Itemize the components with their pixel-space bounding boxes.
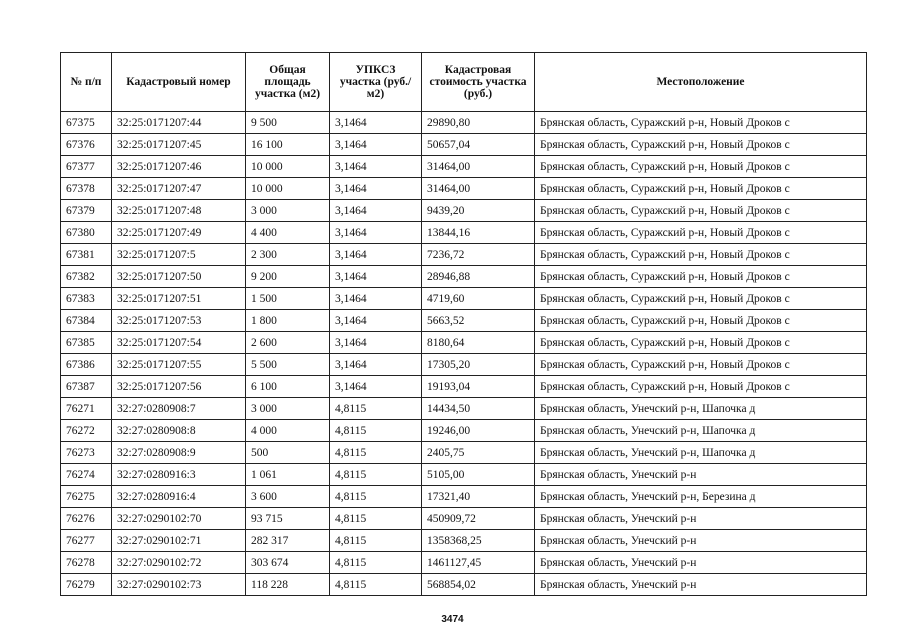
cell-cadastral-number: 32:25:0171207:48 [112,200,246,222]
cell-row-number: 67387 [61,376,112,398]
cell-upksz: 4,8115 [330,574,422,596]
cell-cadastral-number: 32:27:0290102:71 [112,530,246,552]
header-row-number: № п/п [61,53,112,112]
cell-row-number: 67376 [61,134,112,156]
table-row [61,288,867,310]
table-row [61,442,867,464]
cell-area: 1 061 [246,464,330,486]
cell-area: 10 000 [246,156,330,178]
cell-cadastral-number: 32:25:0171207:56 [112,376,246,398]
table-row [61,134,867,156]
table-row [61,486,867,508]
table-row [61,508,867,530]
cell-location: Брянская область, Унечский р-н [535,508,867,530]
cell-location: Брянская область, Суражский р-н, Новый Дроков с [535,222,867,244]
table-header-row [61,53,867,112]
cell-area: 9 500 [246,112,330,134]
cell-area: 6 100 [246,376,330,398]
cell-cadastral-number: 32:27:0280916:3 [112,464,246,486]
cell-upksz: 3,1464 [330,112,422,134]
table-body [61,112,867,596]
table-row [61,222,867,244]
cell-cadastral-number: 32:25:0171207:45 [112,134,246,156]
header-area: Общая площадь участка (м2) [246,53,330,112]
cell-area: 2 600 [246,332,330,354]
cell-row-number: 76277 [61,530,112,552]
cell-cadastral-number: 32:25:0171207:44 [112,112,246,134]
cell-cadastral-number: 32:25:0171207:51 [112,288,246,310]
cell-cadastral-value: 9439,20 [422,200,535,222]
cell-location: Брянская область, Суражский р-н, Новый Дроков с [535,112,867,134]
cell-cadastral-value: 14434,50 [422,398,535,420]
cell-cadastral-value: 4719,60 [422,288,535,310]
cell-upksz: 4,8115 [330,486,422,508]
cell-location: Брянская область, Унечский р-н, Шапочка д [535,442,867,464]
cell-cadastral-number: 32:27:0290102:70 [112,508,246,530]
cell-cadastral-number: 32:27:0290102:72 [112,552,246,574]
cell-area: 303 674 [246,552,330,574]
cell-upksz: 3,1464 [330,200,422,222]
cell-upksz: 4,8115 [330,464,422,486]
cell-location: Брянская область, Суражский р-н, Новый Дроков с [535,178,867,200]
cell-upksz: 4,8115 [330,420,422,442]
cell-area: 118 228 [246,574,330,596]
cell-upksz: 3,1464 [330,244,422,266]
table-row [61,420,867,442]
cell-upksz: 3,1464 [330,134,422,156]
header-cadastral-value: Кадастровая стоимость участка (руб.) [422,53,535,112]
cell-cadastral-value: 31464,00 [422,178,535,200]
cell-area: 3 000 [246,398,330,420]
cell-upksz: 3,1464 [330,266,422,288]
cell-row-number: 67386 [61,354,112,376]
cell-cadastral-value: 19246,00 [422,420,535,442]
cell-cadastral-number: 32:27:0290102:73 [112,574,246,596]
cell-cadastral-value: 17305,20 [422,354,535,376]
cell-location: Брянская область, Унечский р-н [535,552,867,574]
cell-location: Брянская область, Суражский р-н, Новый Дроков с [535,244,867,266]
table-row [61,332,867,354]
table-row [61,310,867,332]
cell-row-number: 76274 [61,464,112,486]
cell-area: 500 [246,442,330,464]
cell-location: Брянская область, Суражский р-н, Новый Дроков с [535,266,867,288]
cell-cadastral-value: 7236,72 [422,244,535,266]
table-row [61,112,867,134]
cell-row-number: 67384 [61,310,112,332]
header-location: Местоположение [535,53,867,112]
cell-cadastral-value: 5663,52 [422,310,535,332]
cell-location: Брянская область, Унечский р-н, Шапочка д [535,398,867,420]
cell-row-number: 67385 [61,332,112,354]
table-row [61,530,867,552]
cell-area: 282 317 [246,530,330,552]
cell-cadastral-value: 31464,00 [422,156,535,178]
cell-row-number: 76276 [61,508,112,530]
cell-cadastral-value: 5105,00 [422,464,535,486]
cell-location: Брянская область, Суражский р-н, Новый Дроков с [535,156,867,178]
table-row [61,398,867,420]
cell-cadastral-value: 19193,04 [422,376,535,398]
cell-cadastral-value: 29890,80 [422,112,535,134]
cell-location: Брянская область, Унечский р-н, Березина д [535,486,867,508]
cell-area: 93 715 [246,508,330,530]
cell-cadastral-number: 32:25:0171207:47 [112,178,246,200]
cell-location: Брянская область, Суражский р-н, Новый Дроков с [535,332,867,354]
table-row [61,354,867,376]
cell-location: Брянская область, Суражский р-н, Новый Дроков с [535,288,867,310]
cell-cadastral-value: 17321,40 [422,486,535,508]
cell-row-number: 67380 [61,222,112,244]
cell-area: 16 100 [246,134,330,156]
cell-location: Брянская область, Унечский р-н [535,464,867,486]
table-row [61,574,867,596]
cell-upksz: 4,8115 [330,552,422,574]
table-row [61,464,867,486]
cell-row-number: 67383 [61,288,112,310]
cell-cadastral-value: 1358368,25 [422,530,535,552]
cell-upksz: 4,8115 [330,398,422,420]
cell-row-number: 76271 [61,398,112,420]
cell-cadastral-value: 50657,04 [422,134,535,156]
cell-row-number: 76272 [61,420,112,442]
cell-cadastral-value: 13844,16 [422,222,535,244]
cell-cadastral-number: 32:25:0171207:55 [112,354,246,376]
table-row [61,178,867,200]
cell-row-number: 67379 [61,200,112,222]
cell-cadastral-number: 32:27:0280908:8 [112,420,246,442]
cell-row-number: 67381 [61,244,112,266]
cell-area: 3 000 [246,200,330,222]
cell-area: 5 500 [246,354,330,376]
cell-area: 10 000 [246,178,330,200]
cell-upksz: 4,8115 [330,442,422,464]
cell-area: 9 200 [246,266,330,288]
header-upksz: УПКСЗ участка (руб./м2) [330,53,422,112]
cell-cadastral-number: 32:25:0171207:46 [112,156,246,178]
cell-row-number: 76275 [61,486,112,508]
cell-cadastral-value: 8180,64 [422,332,535,354]
cell-upksz: 3,1464 [330,310,422,332]
cell-location: Брянская область, Суражский р-н, Новый Дроков с [535,310,867,332]
cell-row-number: 67375 [61,112,112,134]
cell-area: 1 500 [246,288,330,310]
cell-row-number: 76279 [61,574,112,596]
cell-location: Брянская область, Суражский р-н, Новый Дроков с [535,134,867,156]
cell-location: Брянская область, Суражский р-н, Новый Дроков с [535,376,867,398]
table-row [61,156,867,178]
cell-cadastral-value: 450909,72 [422,508,535,530]
table-row [61,200,867,222]
cell-row-number: 67378 [61,178,112,200]
cell-cadastral-number: 32:27:0280908:9 [112,442,246,464]
table-row [61,266,867,288]
cell-cadastral-value: 568854,02 [422,574,535,596]
cell-row-number: 76273 [61,442,112,464]
cell-cadastral-value: 2405,75 [422,442,535,464]
cell-cadastral-number: 32:25:0171207:53 [112,310,246,332]
cell-row-number: 76278 [61,552,112,574]
cell-area: 4 400 [246,222,330,244]
cell-row-number: 67377 [61,156,112,178]
cell-upksz: 4,8115 [330,530,422,552]
cell-area: 2 300 [246,244,330,266]
cell-upksz: 3,1464 [330,156,422,178]
cell-row-number: 67382 [61,266,112,288]
cell-cadastral-number: 32:25:0171207:50 [112,266,246,288]
cell-location: Брянская область, Суражский р-н, Новый Дроков с [535,354,867,376]
cell-location: Брянская область, Унечский р-н [535,530,867,552]
cell-area: 3 600 [246,486,330,508]
cell-cadastral-value: 1461127,45 [422,552,535,574]
cell-upksz: 3,1464 [330,376,422,398]
page-number: 3474 [441,614,464,625]
cell-upksz: 3,1464 [330,332,422,354]
cell-upksz: 3,1464 [330,354,422,376]
cell-cadastral-number: 32:27:0280908:7 [112,398,246,420]
cell-location: Брянская область, Унечский р-н, Шапочка д [535,420,867,442]
table-row [61,552,867,574]
cell-cadastral-number: 32:25:0171207:54 [112,332,246,354]
cell-area: 1 800 [246,310,330,332]
cell-cadastral-number: 32:25:0171207:49 [112,222,246,244]
cell-upksz: 3,1464 [330,178,422,200]
header-cadastral-number: Кадастровый номер [112,53,246,112]
cell-cadastral-number: 32:25:0171207:5 [112,244,246,266]
cell-location: Брянская область, Суражский р-н, Новый Дроков с [535,200,867,222]
table-row [61,376,867,398]
cell-upksz: 4,8115 [330,508,422,530]
cell-area: 4 000 [246,420,330,442]
cell-cadastral-value: 28946,88 [422,266,535,288]
table-row [61,244,867,266]
cell-cadastral-number: 32:27:0280916:4 [112,486,246,508]
cell-upksz: 3,1464 [330,222,422,244]
cell-upksz: 3,1464 [330,288,422,310]
cell-location: Брянская область, Унечский р-н [535,574,867,596]
cadastral-table [60,52,867,596]
